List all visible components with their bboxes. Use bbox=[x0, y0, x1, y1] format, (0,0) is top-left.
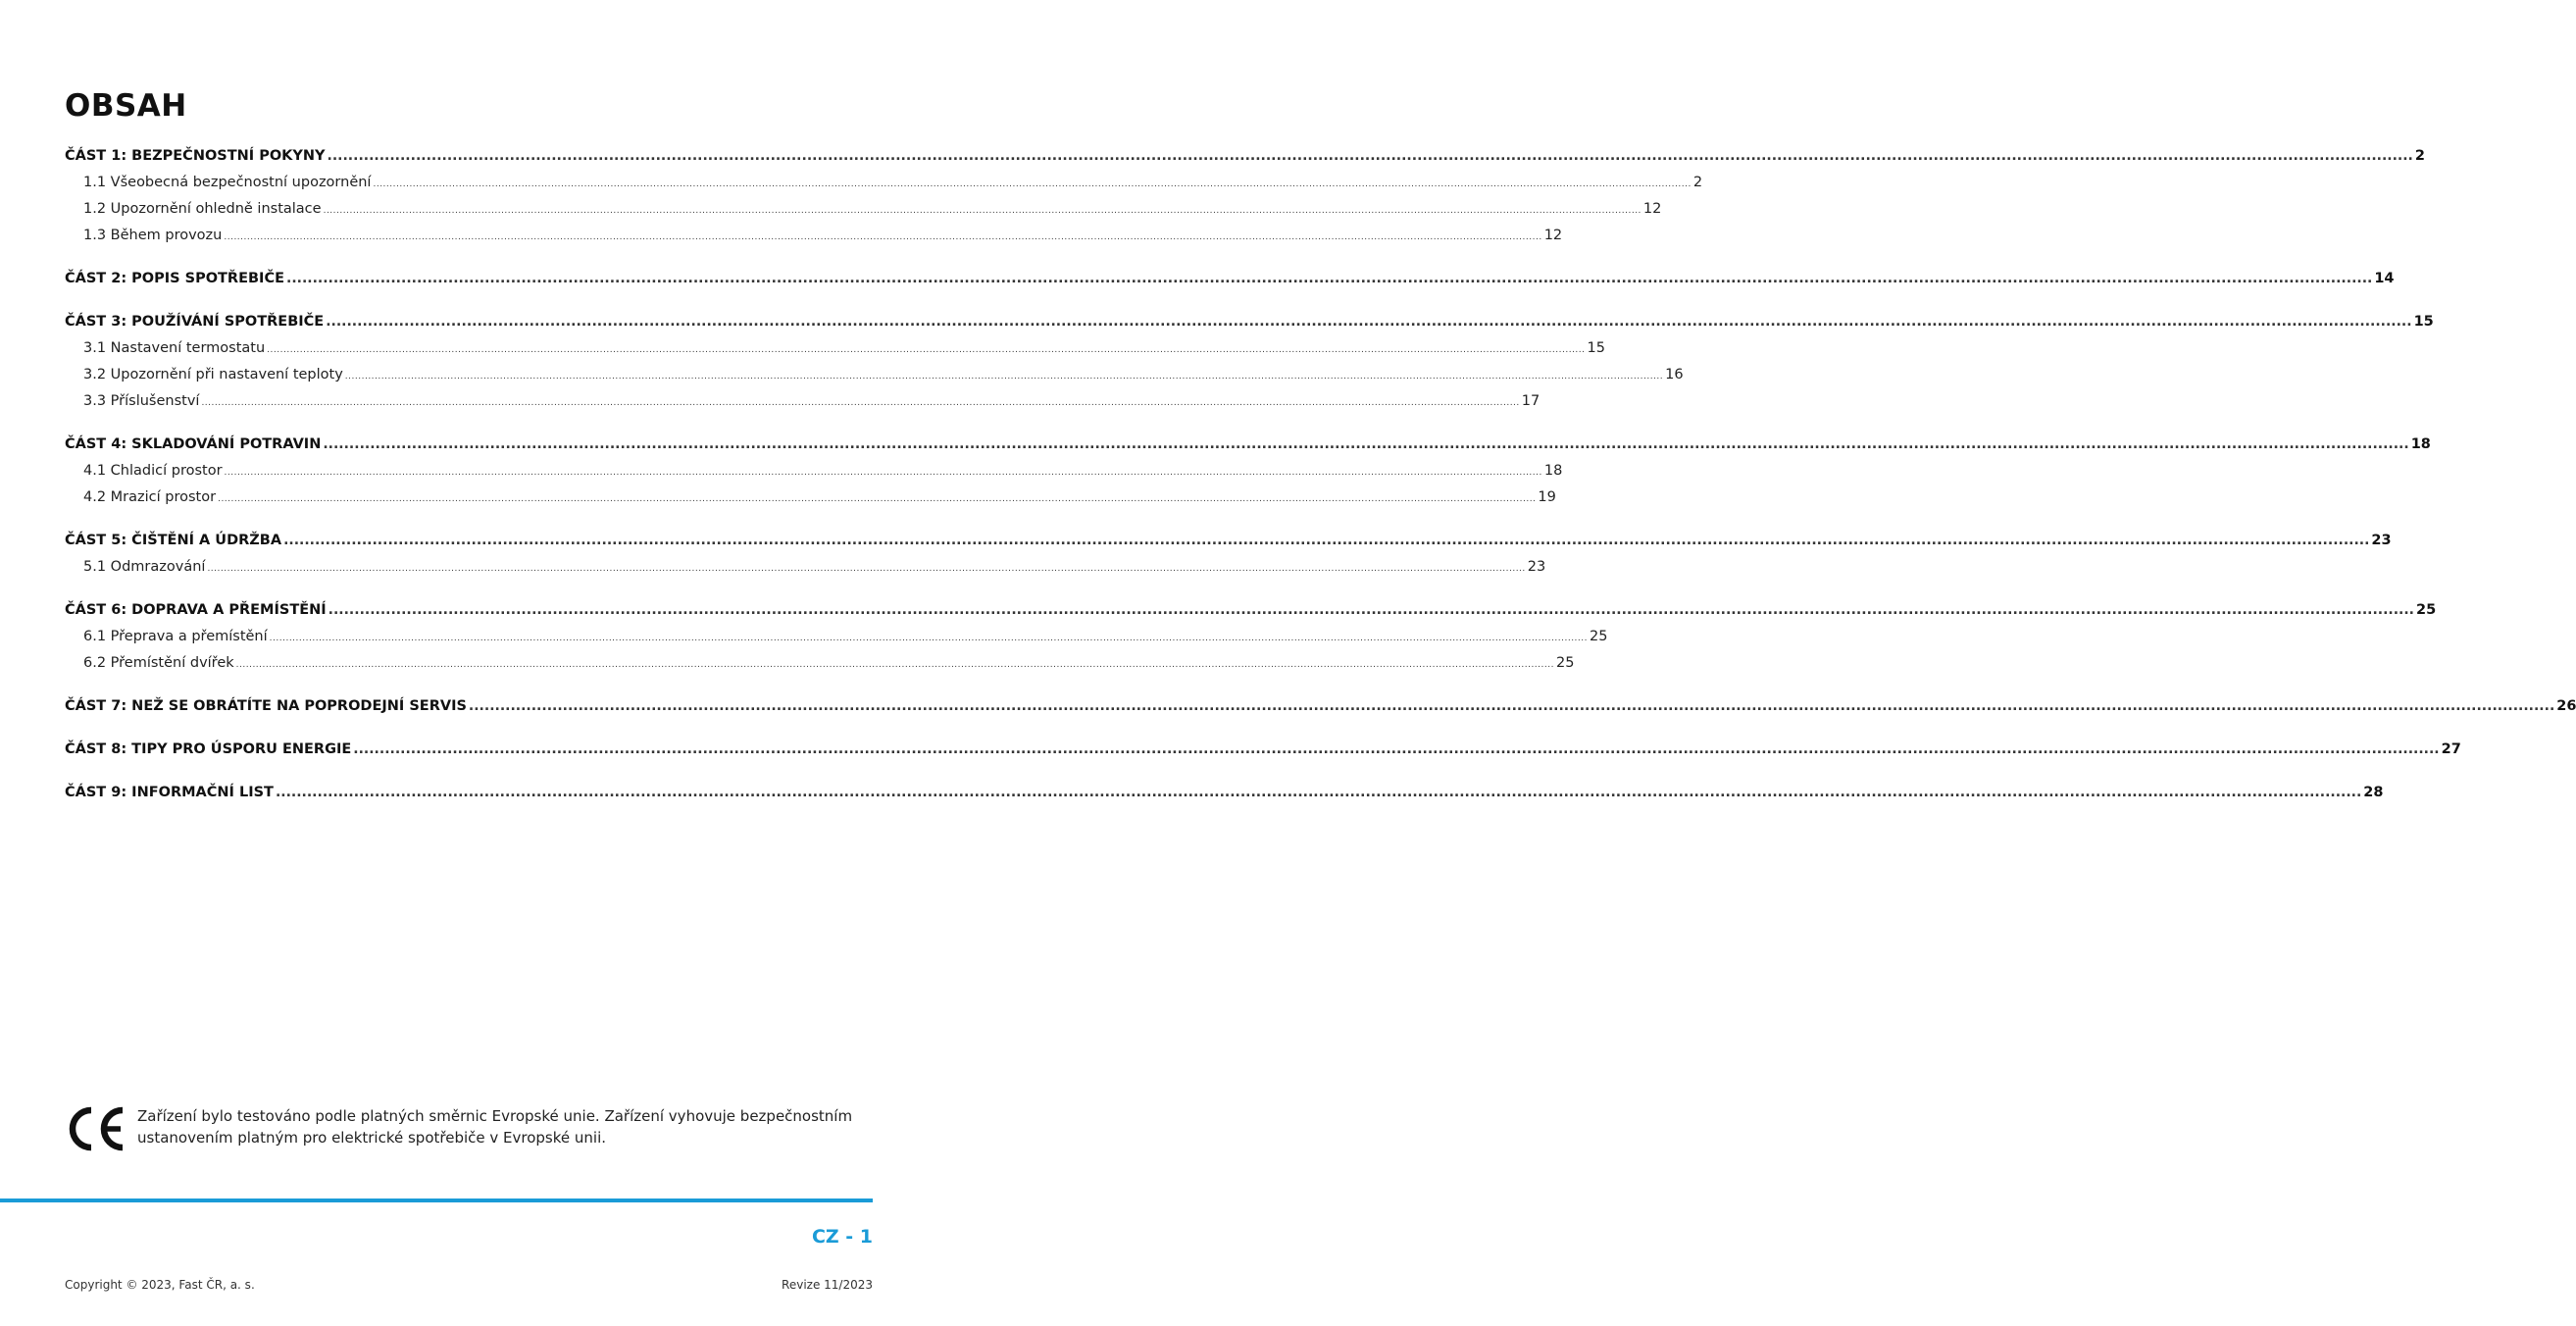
toc-section-page: 12 bbox=[1543, 228, 1563, 243]
toc-section-label: 3.2 Upozornění při nastavení teploty bbox=[83, 367, 343, 382]
toc-section-page: 15 bbox=[1587, 340, 1605, 356]
toc-section-label: 3.1 Nastavení termostatu bbox=[83, 340, 266, 356]
toc-chapter-entry bbox=[65, 309, 2434, 335]
toc-section-label: 6.1 Přeprava a přemístění bbox=[83, 629, 268, 644]
toc-section-label: 4.2 Mrazicí prostor bbox=[83, 489, 217, 505]
ce-mark-icon bbox=[65, 1106, 126, 1151]
revision: Revize 11/2023 bbox=[782, 1278, 873, 1292]
toc-section-page: 25 bbox=[1590, 629, 1608, 644]
toc-section-label: 1.2 Upozornění ohledně instalace bbox=[83, 201, 322, 217]
toc-section-label: 5.1 Odmrazování bbox=[83, 559, 206, 575]
copyright: Copyright © 2023, Fast ČR, a. s. bbox=[65, 1278, 255, 1292]
toc-chapter-label: ČÁST 6: DOPRAVA A PŘEMÍSTĚNÍ bbox=[65, 602, 327, 618]
toc-chapter-page: 27 bbox=[2441, 741, 2461, 757]
toc-chapter-entry bbox=[65, 528, 2392, 554]
toc-section-label: 6.2 Přemístění dvířek bbox=[83, 655, 234, 671]
leader-dots: ................................................................................................................................................................................................................................................................................................................................................................................................................ bbox=[323, 206, 1642, 216]
toc-chapter-entry bbox=[65, 780, 2384, 806]
toc-section-entry bbox=[65, 554, 1546, 581]
table-of-contents bbox=[65, 143, 2576, 806]
toc-chapter-page: 28 bbox=[2363, 785, 2384, 800]
toc-section-page: 23 bbox=[1527, 559, 1546, 575]
toc-chapter-entry bbox=[65, 737, 2461, 763]
toc-section-label: 1.1 Všeobecná bezpečnostní upozornění bbox=[83, 175, 372, 190]
leader-dots: ................................................................................................................................................................................................................................................................................................................................................................................................................ bbox=[327, 148, 2413, 164]
toc-section-page: 12 bbox=[1642, 201, 1662, 217]
leader-dots: ................................................................................................................................................................................................................................................................................................................................................................................................................ bbox=[468, 698, 2555, 714]
toc-chapter-entry bbox=[65, 432, 2431, 458]
leader-dots: ................................................................................................................................................................................................................................................................................................................................................................................................................ bbox=[326, 314, 2412, 330]
ce-declaration bbox=[65, 1105, 873, 1154]
toc-chapter-label: ČÁST 4: SKLADOVÁNÍ POTRAVIN bbox=[65, 436, 322, 452]
toc-chapter-page: 23 bbox=[2371, 533, 2392, 548]
page-number: CZ - 1 bbox=[811, 1226, 873, 1248]
toc-section-label: 4.1 Chladicí prostor bbox=[83, 463, 223, 479]
toc-chapter-entry bbox=[65, 693, 2576, 720]
leader-dots: ................................................................................................................................................................................................................................................................................................................................................................................................................ bbox=[344, 372, 1664, 382]
leader-dots: ................................................................................................................................................................................................................................................................................................................................................................................................................ bbox=[275, 785, 2362, 800]
leader-dots: ................................................................................................................................................................................................................................................................................................................................................................................................................ bbox=[373, 179, 1692, 189]
toc-section-entry bbox=[65, 196, 1662, 223]
toc-chapter-page: 2 bbox=[2414, 148, 2425, 164]
toc-chapter-page: 25 bbox=[2416, 602, 2437, 618]
toc-section-entry bbox=[65, 650, 1575, 677]
toc-chapter-label: ČÁST 5: ČIŠTĚNÍ A ÚDRŽBA bbox=[65, 533, 282, 548]
toc-chapter-label: ČÁST 8: TIPY PRO ÚSPORU ENERGIE bbox=[65, 741, 352, 757]
toc-chapter-page: 15 bbox=[2413, 314, 2434, 330]
leader-dots: ................................................................................................................................................................................................................................................................................................................................................................................................................ bbox=[235, 660, 1554, 670]
toc-chapter-label: ČÁST 2: POPIS SPOTŘEBIČE bbox=[65, 271, 284, 286]
page-title: OBSAH bbox=[65, 88, 187, 124]
leader-dots: ................................................................................................................................................................................................................................................................................................................................................................................................................ bbox=[323, 436, 2409, 452]
toc-section-label: 3.3 Příslušenství bbox=[83, 393, 200, 409]
leader-dots: ................................................................................................................................................................................................................................................................................................................................................................................................................ bbox=[353, 741, 2440, 757]
toc-section-entry bbox=[65, 170, 1703, 196]
leader-dots: ................................................................................................................................................................................................................................................................................................................................................................................................................ bbox=[267, 345, 1586, 355]
toc-section-entry bbox=[65, 223, 1563, 249]
toc-chapter-page: 18 bbox=[2410, 436, 2431, 452]
toc-section-page: 18 bbox=[1543, 463, 1563, 479]
toc-section-page: 16 bbox=[1665, 367, 1684, 382]
leader-dots: ................................................................................................................................................................................................................................................................................................................................................................................................................ bbox=[286, 271, 2373, 286]
toc-section-entry bbox=[65, 624, 1608, 650]
toc-chapter-label: ČÁST 1: BEZPEČNOSTNÍ POKYNY bbox=[65, 148, 326, 164]
leader-dots: ................................................................................................................................................................................................................................................................................................................................................................................................................ bbox=[283, 533, 2370, 548]
leader-dots: ................................................................................................................................................................................................................................................................................................................................................................................................................ bbox=[207, 564, 1526, 574]
toc-section-label: 1.3 Během provozu bbox=[83, 228, 223, 243]
toc-chapter-label: ČÁST 7: NEŽ SE OBRÁTÍTE NA POPRODEJNÍ SERVIS bbox=[65, 698, 467, 714]
toc-section-page: 2 bbox=[1692, 175, 1703, 190]
toc-section-page: 19 bbox=[1538, 489, 1556, 505]
leader-dots: ................................................................................................................................................................................................................................................................................................................................................................................................................ bbox=[224, 232, 1542, 242]
toc-section-entry bbox=[65, 362, 1684, 388]
footer-divider bbox=[0, 1198, 873, 1202]
toc-section-entry bbox=[65, 335, 1605, 362]
toc-section-entry bbox=[65, 458, 1563, 484]
toc-section-page: 17 bbox=[1521, 393, 1541, 409]
toc-chapter-entry bbox=[65, 143, 2425, 170]
leader-dots: ................................................................................................................................................................................................................................................................................................................................................................................................................ bbox=[201, 398, 1520, 408]
leader-dots: ................................................................................................................................................................................................................................................................................................................................................................................................................ bbox=[224, 468, 1542, 478]
leader-dots: ................................................................................................................................................................................................................................................................................................................................................................................................................ bbox=[269, 634, 1588, 643]
leader-dots: ................................................................................................................................................................................................................................................................................................................................................................................................................ bbox=[218, 494, 1537, 504]
toc-chapter-entry bbox=[65, 266, 2395, 292]
ce-text: Zařízení bylo testováno podle platných směrnic Evropské unie. Zařízení vyhovuje bezpečnostním ustanovením platným pro elektrické spotřebiče v Evropské unii. bbox=[137, 1107, 853, 1147]
toc-section-entry bbox=[65, 388, 1541, 415]
toc-section-entry bbox=[65, 484, 1556, 511]
toc-chapter-label: ČÁST 3: POUŽÍVÁNÍ SPOTŘEBIČE bbox=[65, 314, 325, 330]
toc-section-page: 25 bbox=[1555, 655, 1575, 671]
toc-chapter-entry bbox=[65, 597, 2437, 624]
toc-chapter-page: 26 bbox=[2556, 698, 2576, 714]
leader-dots: ................................................................................................................................................................................................................................................................................................................................................................................................................ bbox=[328, 602, 2414, 618]
toc-chapter-page: 14 bbox=[2374, 271, 2395, 286]
toc-chapter-label: ČÁST 9: INFORMAČNÍ LIST bbox=[65, 785, 274, 800]
